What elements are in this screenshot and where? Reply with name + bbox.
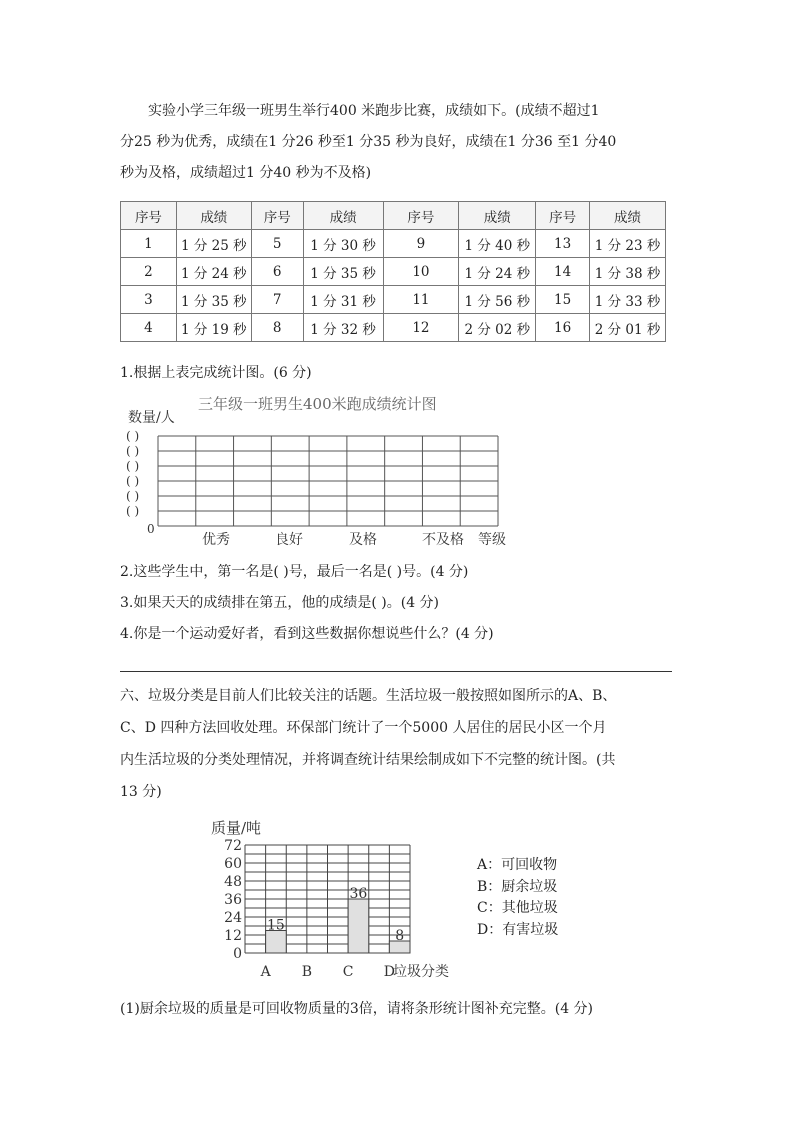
table-cell: 11 [383, 286, 459, 314]
chart2-y-tick: 72 [224, 838, 242, 854]
question-5-3: 3.如果天天的成绩排在第五，他的成绩是( )。(4 分) [120, 595, 440, 611]
header-cell: 序号 [251, 202, 303, 230]
chart2-xlabel: 垃圾分类 [393, 964, 449, 980]
chart1-y-blank: ( ) [126, 504, 140, 518]
table-cell: 1 分 25 秒 [176, 230, 251, 258]
chart1-y-blank: ( ) [126, 474, 140, 488]
header-cell: 成绩 [176, 202, 251, 230]
problem6-intro [120, 680, 680, 808]
chart1-y-blank: ( ) [126, 459, 140, 473]
scores-table [120, 201, 666, 342]
table-cell: 14 [536, 258, 590, 286]
chart-running-grades [118, 390, 538, 550]
table-cell: 15 [536, 286, 590, 314]
table-cell: 10 [383, 258, 459, 286]
chart2-y-tick: 60 [224, 856, 242, 872]
answer-line [120, 671, 672, 672]
p6-line-3: 内生活垃圾的分类处理情况，并将调查统计结果绘制成如下不完整的统计图。(共 [120, 752, 616, 768]
question-5-1: 1.根据上表完成统计图。(6 分) [120, 365, 312, 381]
chart1-y-blank: ( ) [126, 429, 140, 443]
table-cell: 1 分 24 秒 [176, 258, 251, 286]
chart1-grid [158, 436, 498, 526]
table-cell: 1 分 35 秒 [303, 258, 383, 286]
table-row [121, 230, 666, 258]
table-cell: 3 [121, 286, 177, 314]
chart2-category-label: A [260, 964, 271, 980]
table-row [121, 314, 666, 342]
table-cell: 1 分 23 秒 [590, 230, 666, 258]
chart2-labels [224, 838, 404, 980]
legend-item: B：厨余垃圾 [477, 878, 558, 895]
table-cell: 1 分 30 秒 [303, 230, 383, 258]
table-cell: 12 [383, 314, 459, 342]
table-cell: 7 [251, 286, 303, 314]
table-cell: 2 分 01 秒 [590, 314, 666, 342]
table-cell: 1 分 40 秒 [459, 230, 536, 258]
problem5-intro [120, 96, 680, 189]
legend-item: D：有害垃圾 [477, 921, 559, 938]
header-cell: 成绩 [303, 202, 383, 230]
chart1-y-blanks [126, 429, 139, 518]
chart1-category-label: 不及格 [422, 532, 464, 548]
chart2-category-label: C [342, 964, 354, 980]
chart2-y-tick: 36 [224, 892, 242, 908]
header-cell: 成绩 [590, 202, 666, 230]
chart1-category-label: 及格 [349, 532, 377, 548]
chart2-y-tick: 12 [224, 928, 242, 944]
chart2-category-label: B [301, 964, 313, 980]
table-row [121, 286, 666, 314]
table-cell: 8 [251, 314, 303, 342]
table-cell: 1 分 24 秒 [459, 258, 536, 286]
p6-line-1: 六、垃圾分类是目前人们比较关注的话题。生活垃圾一般按照如图所示的A、B、 [120, 688, 617, 704]
chart2-value-label: 15 [267, 917, 285, 934]
intro-line-1: 实验小学三年级一班男生举行400 米跑步比赛，成绩如下。(成绩不超过1 [148, 103, 600, 119]
table-cell: 6 [251, 258, 303, 286]
header-cell: 序号 [383, 202, 459, 230]
p6-line-2: C、D 四种方法回收处理。环保部门统计了一个5000 人居住的居民小区一个月 [120, 720, 607, 736]
table-header-row [121, 202, 666, 230]
legend-item: C：其他垃圾 [477, 900, 558, 916]
table-row [121, 258, 666, 286]
legend-item: A：可回收物 [477, 857, 558, 873]
chart2-value-label: 36 [349, 886, 368, 902]
table-cell: 16 [536, 314, 590, 342]
header-cell: 序号 [121, 202, 177, 230]
chart1-title: 三年级一班男生400米跑成绩统计图 [198, 395, 437, 413]
table-cell: 2 [121, 258, 177, 286]
table-cell: 9 [383, 230, 459, 258]
question-5-2: 2.这些学生中，第一名是( )号，最后一名是( )号。(4 分) [120, 564, 469, 580]
header-cell: 序号 [536, 202, 590, 230]
table-cell: 2 分 02 秒 [459, 314, 536, 342]
chart2-y-tick: 0 [233, 946, 242, 962]
table-cell: 4 [121, 314, 177, 342]
table-cell: 1 分 33 秒 [590, 286, 666, 314]
intro-line-3: 秒为及格，成绩超过1 分40 秒为不及格) [120, 165, 372, 181]
table-cell: 1 分 56 秒 [459, 286, 536, 314]
chart2-bar [348, 899, 369, 953]
table-cell: 1 [121, 230, 177, 258]
header-cell: 成绩 [459, 202, 536, 230]
table-cell: 1 分 31 秒 [303, 286, 383, 314]
chart1-xlabel: 等级 [478, 532, 506, 548]
intro-line-2: 分25 秒为优秀，成绩在1 分26 秒至1 分35 秒为良好，成绩在1 分36 至1 分40 [120, 134, 617, 150]
table-cell: 5 [251, 230, 303, 258]
p6-line-4: 13 分) [120, 784, 162, 800]
chart2-category-label: D [383, 964, 395, 980]
chart2-legend [477, 855, 558, 941]
chart1-y-blank: ( ) [126, 489, 140, 503]
chart1-category-label: 优秀 [202, 532, 230, 548]
question-6-1: (1)厨余垃圾的质量是可回收物质量的3倍，请将条形统计图补充完整。(4 分) [120, 1001, 594, 1017]
chart2-bar [266, 931, 287, 954]
chart1-y-blank: ( ) [126, 444, 140, 458]
chart1-zero-label: 0 [147, 522, 155, 536]
table-cell: 1 分 38 秒 [590, 258, 666, 286]
table-cell: 1 分 35 秒 [176, 286, 251, 314]
chart2-y-tick: 24 [224, 910, 242, 926]
chart-garbage [205, 813, 475, 983]
table-cell: 1 分 32 秒 [303, 314, 383, 342]
table-cell: 13 [536, 230, 590, 258]
question-5-4: 4.你是一个运动爱好者，看到这些数据你想说些什么？(4 分) [120, 626, 494, 642]
chart1-category-label: 良好 [275, 532, 303, 548]
chart2-ylabel: 质量/吨 [211, 819, 262, 837]
chart1-ylabel: 数量/人 [128, 410, 175, 426]
chart2-value-label: 8 [395, 928, 405, 944]
table-cell: 1 分 19 秒 [176, 314, 251, 342]
chart2-y-tick: 48 [224, 874, 242, 890]
